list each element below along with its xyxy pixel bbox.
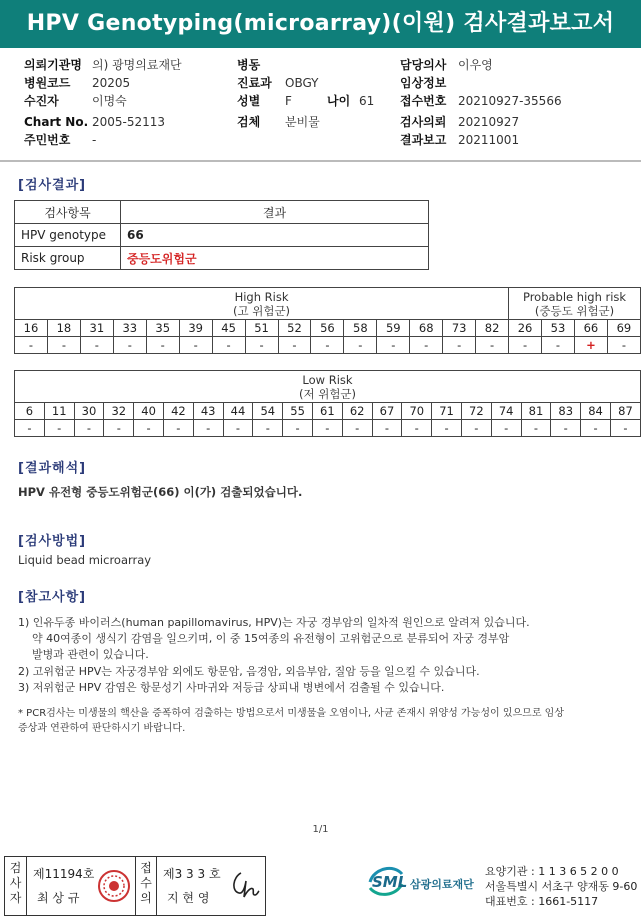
report-date-label: 결과보고 bbox=[400, 133, 447, 147]
genotype-cell: 82 bbox=[476, 320, 509, 337]
patient-label: 수진자 bbox=[24, 94, 59, 108]
receipt-value: 20210927-35566 bbox=[458, 94, 562, 108]
genotype-result-cell: - bbox=[491, 420, 521, 437]
section-method-title: [검사방법] bbox=[18, 534, 87, 549]
genotype-result-cell: - bbox=[80, 337, 113, 354]
institution-value: 의) 광명의료재단 bbox=[92, 58, 182, 72]
genotype-result-cell: - bbox=[15, 337, 48, 354]
genotype-result-cell: - bbox=[402, 420, 432, 437]
genotype-cell: 45 bbox=[212, 320, 245, 337]
genotype-result-cell: - bbox=[47, 337, 80, 354]
genotype-cell: 39 bbox=[179, 320, 212, 337]
report-date-value: 20211001 bbox=[458, 133, 520, 147]
note-2: 2) 고위험군 HPV는 자궁경부암 외에도 항문암, 음경암, 외음부암, 질암 등을 일으킬 수 있습니다. bbox=[18, 665, 480, 678]
genotype-cell: 83 bbox=[551, 403, 581, 420]
patient-value: 이명숙 bbox=[92, 94, 127, 108]
patient-info bbox=[0, 52, 641, 162]
chart-value: 2005-52113 bbox=[92, 115, 166, 129]
genotype-result-cell: - bbox=[245, 337, 278, 354]
genotype-result-cell: - bbox=[443, 337, 476, 354]
probable-risk-title: Probable high risk bbox=[522, 289, 627, 304]
genotype-result-cell: - bbox=[342, 420, 372, 437]
result-header-item: 검사항목 bbox=[15, 201, 121, 224]
genotype-result-cell: + bbox=[574, 337, 607, 354]
confirm-no: 제3 3 3 호 bbox=[163, 867, 221, 881]
genotype-result-cell: - bbox=[521, 420, 551, 437]
genotype-result-cell: - bbox=[542, 337, 575, 354]
genotype-result-cell: - bbox=[253, 420, 283, 437]
signature-box bbox=[4, 856, 266, 916]
institution-label: 의뢰기관명 bbox=[24, 58, 82, 72]
genotype-cell: 73 bbox=[443, 320, 476, 337]
table-row bbox=[15, 247, 429, 270]
genotype-cell: 32 bbox=[104, 403, 134, 420]
genotype-result-cell: - bbox=[377, 337, 410, 354]
genotype-result-cell: - bbox=[113, 337, 146, 354]
interpretation-text: HPV 유전형 중등도위험군(66) 이(가) 검출되었습니다. bbox=[18, 485, 303, 499]
method-text: Liquid bead microarray bbox=[18, 553, 152, 567]
sex-value: F bbox=[285, 94, 292, 108]
exam-label bbox=[5, 857, 27, 915]
genotype-result-cell: - bbox=[311, 337, 344, 354]
confirm-name: 지 현 영 bbox=[167, 891, 210, 905]
genotype-result-cell: - bbox=[461, 420, 491, 437]
genotype-result-cell: - bbox=[610, 420, 640, 437]
genotype-cell: 33 bbox=[113, 320, 146, 337]
genotype-result-cell: - bbox=[432, 420, 462, 437]
low-risk-table bbox=[14, 370, 641, 437]
dept-label: 진료과 bbox=[237, 76, 272, 90]
genotype-cell: 68 bbox=[410, 320, 443, 337]
confirm-label bbox=[135, 857, 157, 915]
result-value-risk: 중등도위험군 bbox=[121, 247, 429, 270]
genotype-cell: 69 bbox=[607, 320, 640, 337]
genotype-result-cell: - bbox=[104, 420, 134, 437]
high-risk-type-row bbox=[15, 320, 641, 337]
genotype-cell: 67 bbox=[372, 403, 402, 420]
genotype-cell: 56 bbox=[311, 320, 344, 337]
confirm-label-text: 접수의 bbox=[140, 861, 152, 905]
high-risk-header bbox=[15, 288, 509, 320]
low-risk-subtitle: (저 위험군) bbox=[298, 386, 357, 401]
section-notes-title: [참고사항] bbox=[18, 590, 87, 605]
age-label: 나이 bbox=[327, 94, 351, 108]
org-name: 삼광의료재단 bbox=[410, 878, 474, 891]
high-risk-subtitle: (고 위험군) bbox=[232, 303, 291, 318]
result-value-genotype: 66 bbox=[121, 224, 429, 247]
specimen-label: 검체 bbox=[237, 115, 261, 129]
note-1-cont: 약 40여종이 생식기 감염을 일으키며, 이 중 15여종의 유전형이 고위험군으로 분류되어 자궁 경부암 bbox=[32, 632, 510, 645]
dept-value: OBGY bbox=[285, 76, 319, 90]
hospital-code-value: 20205 bbox=[92, 76, 131, 90]
report-title: HPV Genotyping(microarray)(이원) 검사결과보고서 bbox=[0, 0, 641, 48]
genotype-cell: 51 bbox=[245, 320, 278, 337]
specimen-value: 분비물 bbox=[285, 115, 320, 129]
low-risk-title: Low Risk bbox=[302, 372, 353, 387]
chart-label: Chart No. bbox=[24, 115, 89, 129]
genotype-cell: 70 bbox=[402, 403, 432, 420]
low-risk-header bbox=[15, 371, 641, 403]
rrn-label: 주민번호 bbox=[24, 133, 71, 147]
signature-icon bbox=[227, 867, 261, 903]
genotype-cell: 26 bbox=[509, 320, 542, 337]
genotype-result-cell: - bbox=[344, 337, 377, 354]
doctor-value: 이우영 bbox=[458, 58, 493, 72]
genotype-cell: 74 bbox=[491, 403, 521, 420]
exam-name: 최 상 규 bbox=[37, 891, 80, 905]
genotype-result-cell: - bbox=[607, 337, 640, 354]
genotype-result-cell: - bbox=[278, 337, 311, 354]
ward-label: 병동 bbox=[237, 58, 261, 72]
genotype-cell: 43 bbox=[193, 403, 223, 420]
high-risk-result-row bbox=[15, 337, 641, 354]
sex-label: 성별 bbox=[237, 94, 261, 108]
pcr-note-line2: 증상과 연관하여 판단하시기 바랍니다. bbox=[18, 723, 186, 734]
genotype-result-cell: - bbox=[212, 337, 245, 354]
genotype-cell: 55 bbox=[283, 403, 313, 420]
page-number: 1/1 bbox=[312, 824, 329, 835]
genotype-result-cell: - bbox=[44, 420, 74, 437]
request-value: 20210927 bbox=[458, 115, 520, 129]
seal-icon bbox=[97, 869, 131, 903]
genotype-cell: 71 bbox=[432, 403, 462, 420]
hospital-code-label: 병원코드 bbox=[24, 76, 71, 90]
logo-text: SML bbox=[372, 873, 408, 891]
facility-code: 요양기관 : 1 1 3 6 5 2 0 0 bbox=[485, 865, 619, 878]
genotype-result-cell: - bbox=[312, 420, 342, 437]
genotype-cell: 30 bbox=[74, 403, 104, 420]
result-table bbox=[14, 200, 429, 270]
genotype-cell: 87 bbox=[610, 403, 640, 420]
genotype-cell: 54 bbox=[253, 403, 283, 420]
genotype-result-cell: - bbox=[134, 420, 164, 437]
exam-label-text: 검사자 bbox=[9, 861, 22, 905]
genotype-cell: 58 bbox=[344, 320, 377, 337]
genotype-cell: 84 bbox=[581, 403, 611, 420]
genotype-result-cell: - bbox=[410, 337, 443, 354]
note-1-cont2: 발병과 관련이 있습니다. bbox=[32, 648, 149, 661]
table-row bbox=[15, 224, 429, 247]
section-interpret-title: [결과해석] bbox=[18, 461, 87, 476]
genotype-cell: 52 bbox=[278, 320, 311, 337]
low-risk-result-row bbox=[15, 420, 641, 437]
genotype-cell: 18 bbox=[47, 320, 80, 337]
genotype-cell: 42 bbox=[163, 403, 193, 420]
genotype-cell: 59 bbox=[377, 320, 410, 337]
genotype-cell: 40 bbox=[134, 403, 164, 420]
genotype-cell: 62 bbox=[342, 403, 372, 420]
phone: 대표번호 : 1661-5117 bbox=[485, 895, 599, 908]
genotype-result-cell: - bbox=[283, 420, 313, 437]
high-risk-title: High Risk bbox=[234, 289, 289, 304]
clinical-label: 임상정보 bbox=[400, 76, 447, 90]
request-label: 검사의뢰 bbox=[400, 115, 447, 129]
genotype-cell: 81 bbox=[521, 403, 551, 420]
genotype-cell: 53 bbox=[542, 320, 575, 337]
genotype-cell: 31 bbox=[80, 320, 113, 337]
exam-no: 제11194호 bbox=[33, 867, 95, 881]
note-3: 3) 저위험군 HPV 감염은 항문성기 사마귀와 저등급 상피내 병변에서 검출될 수 있습니다. bbox=[18, 681, 445, 694]
genotype-cell: 35 bbox=[146, 320, 179, 337]
genotype-result-cell: - bbox=[581, 420, 611, 437]
genotype-result-cell: - bbox=[372, 420, 402, 437]
genotype-result-cell: - bbox=[163, 420, 193, 437]
address: 서울특별시 서초구 양재동 9-60 bbox=[485, 880, 638, 893]
genotype-result-cell: - bbox=[15, 420, 45, 437]
genotype-result-cell: - bbox=[179, 337, 212, 354]
result-header-value: 결과 bbox=[121, 201, 429, 224]
genotype-result-cell: - bbox=[74, 420, 104, 437]
sml-logo bbox=[366, 862, 486, 902]
probable-risk-subtitle: (중등도 위험군) bbox=[534, 303, 615, 318]
genotype-result-cell: - bbox=[146, 337, 179, 354]
low-risk-type-row bbox=[15, 403, 641, 420]
genotype-cell: 16 bbox=[15, 320, 48, 337]
genotype-cell: 72 bbox=[461, 403, 491, 420]
genotype-result-cell: - bbox=[551, 420, 581, 437]
result-item-genotype: HPV genotype bbox=[15, 224, 121, 247]
doctor-label: 담당의사 bbox=[400, 58, 447, 72]
genotype-result-cell: - bbox=[509, 337, 542, 354]
genotype-result-cell: - bbox=[223, 420, 253, 437]
pcr-note-line1: * PCR검사는 미생물의 핵산을 증폭하여 검출하는 방법으로서 미생물을 오염이나, 사균 존재시 위양성 가능성이 있으므로 임상 bbox=[18, 708, 564, 719]
high-risk-table bbox=[14, 287, 641, 354]
receipt-label: 접수번호 bbox=[400, 94, 447, 108]
section-result-title: [검사결과] bbox=[18, 178, 87, 193]
genotype-result-cell: - bbox=[476, 337, 509, 354]
genotype-cell: 66 bbox=[574, 320, 607, 337]
rrn-value: - bbox=[92, 133, 97, 147]
contact-info bbox=[485, 864, 637, 909]
genotype-cell: 6 bbox=[15, 403, 45, 420]
probable-risk-header bbox=[509, 288, 641, 320]
note-1: 1) 인유두종 바이러스(human papillomavirus, HPV)는 자궁 경부암의 일차적 원인으로 알려져 있습니다. bbox=[18, 616, 530, 629]
result-item-risk: Risk group bbox=[15, 247, 121, 270]
genotype-result-cell: - bbox=[193, 420, 223, 437]
genotype-cell: 11 bbox=[44, 403, 74, 420]
genotype-cell: 61 bbox=[312, 403, 342, 420]
age-value: 61 bbox=[359, 94, 375, 108]
genotype-cell: 44 bbox=[223, 403, 253, 420]
